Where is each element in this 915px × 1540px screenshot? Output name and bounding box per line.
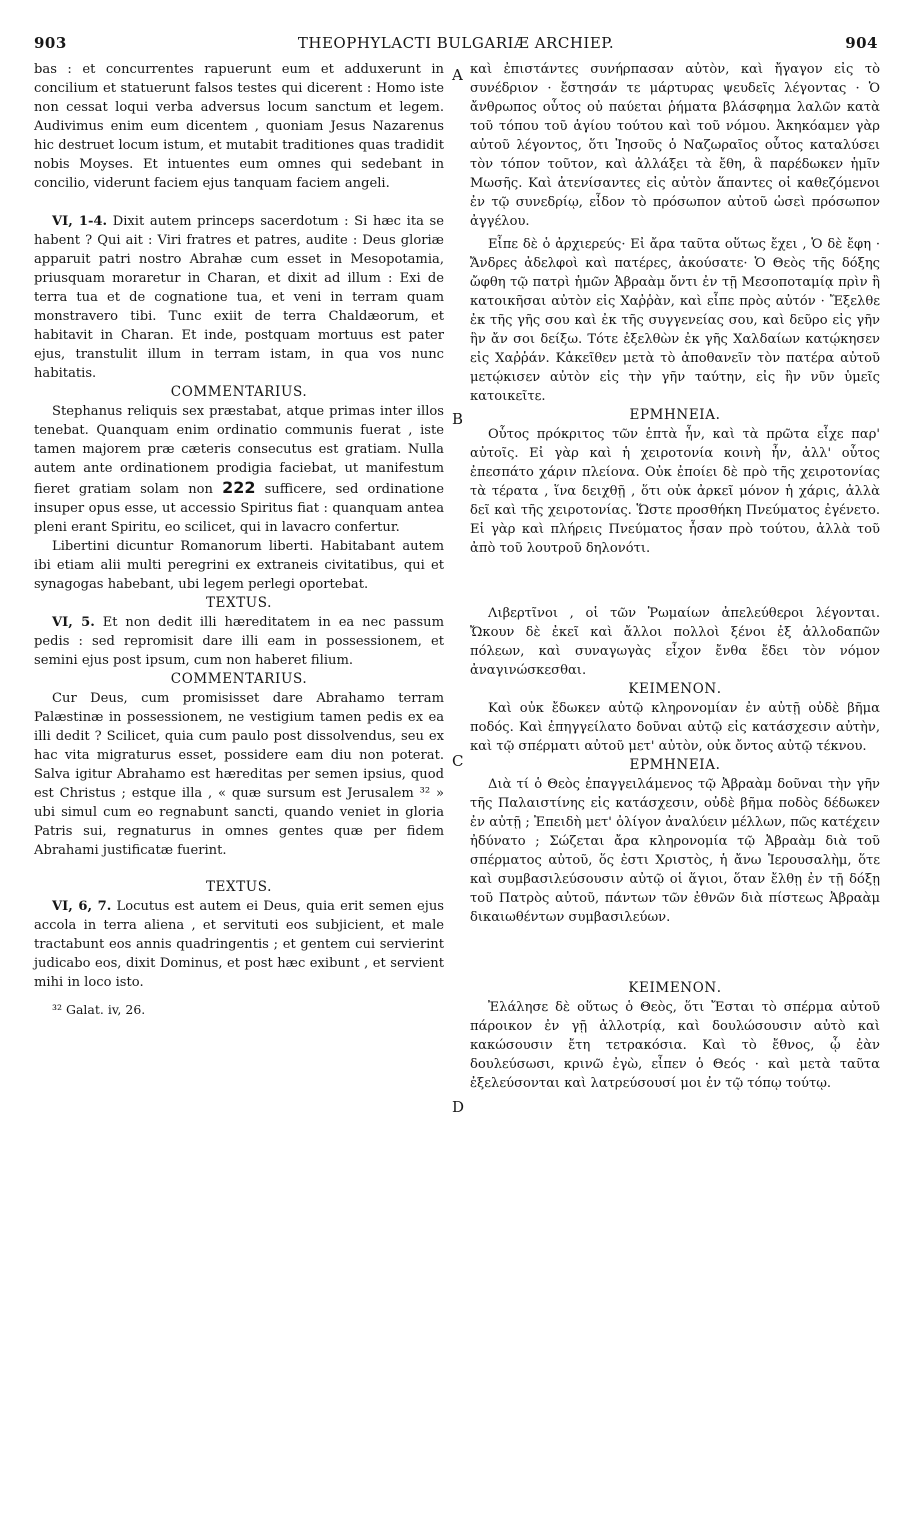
- greek-column: [470, 60, 880, 1093]
- section-heading: ΕΡΜΗΝΕΙΑ.: [629, 757, 721, 773]
- greek-commentary-paragraph: Λιβερτῖνοι , οἱ τῶν Ῥωμαίων ἀπελεύθεροι λέγονται. Ὤκουν δὲ ἐκεῖ καὶ ἄλλοι πολλοὶ ξένοι ἐξ ἀλλοδαπῶν πόλεων, καὶ συναγωγὰς εἶχον ἔνθα ἔδει τὸν νόμον ἀναγινώσκεσθαι.: [470, 606, 880, 678]
- section-heading: COMMENTARIUS.: [170, 671, 308, 687]
- commentary-paragraph: Cur Deus, cum promisisset dare Abrahamo terram Palæstinæ in possessionem, ne vestigium tamen pedis ex ea illi dedit ? Scilicet, quia cum paulo post dissolvendus, seu ex hac vita migraturus esset, possidere eam diu non poterat. Salva igitur Abrahamo est hæreditas per semen ipsius, quod est Christus ; estque illa , « quæ sursum est Jerusalem ³² » ubi simul cum eo regnabunt sancti, quando veniet in gloria Patris sui, regnaturus in omnes gentes quæ per fidem Abrahami justificatæ fuerint.: [34, 691, 444, 858]
- margin-mark-a: A: [452, 66, 463, 84]
- latin-text-paragraph: VI, 1-4. Dixit autem princeps sacerdotum : Si hæc ita se habent ? Qui ait : Viri fratres et patres, audite : Deus gloriæ apparuit patri nostro Abrahæ cum esset in Mesopotamia, priusquam moraretur in Charan, et dixit ad illum : Exi de terra tua et de cognatione tua, et veni in terram quam monstravero tibi. Tunc exiit de terra Chaldæorum, et habitavit in Charan. Et inde, postquam mortuus est pater ejus, transtulit illum in terram istam, in qua vos nunc habitatis.: [34, 214, 444, 381]
- latin-column: [34, 60, 444, 1019]
- section-heading: ΕΡΜΗΝΕΙΑ.: [629, 407, 721, 423]
- greek-text-paragraph: Καὶ οὐκ ἔδωκεν αὐτῷ κληρονομίαν ἐν αὐτῇ οὐδὲ βῆμα ποδός. Καὶ ἐπηγγείλατο δοῦναι αὐτῷ εἰς κατάσχεσιν αὐτὴν, καὶ τῷ σπέρματι αὐτοῦ μετ' αὐτὸν, οὐκ ὄντος αὐτῷ τέκνου.: [470, 701, 880, 754]
- section-heading: COMMENTARIUS.: [170, 384, 308, 400]
- latin-text-paragraph: bas : et concurrentes rapuerunt eum et adduxerunt in concilium et statuerunt falsos testes qui dicerent : Homo iste non cessat loqui verba adversus locum sanctum et legem. Audivimus enim eum dicentem , quoniam Jesus Nazarenus hic destruet locum istum, et mutabit traditiones quas tradidit nobis Moyses. Et intuentes eum omnes qui sedebant in concilio, viderunt faciem ejus tanquam faciem angeli.: [34, 62, 444, 191]
- running-title: THEOPHYLACTI BULGARIÆ ARCHIEP.: [297, 34, 615, 52]
- greek-text-paragraph: Ἐλάλησε δὲ οὕτως ὁ Θεὸς, ὅτι Ἔσται τὸ σπέρμα αὐτοῦ πάροικον ἐν γῇ ἀλλοτρίᾳ, καὶ δουλώσουσιν αὐτὸ καὶ κακώσουσιν ἔτη τετρακόσια. Καὶ τὸ ἔθνος, ᾧ ἐὰν δουλεύσωσι, κρινῶ ἐγὼ, εἶπεν ὁ Θεός · καὶ μετὰ ταῦτα ἐξελεύσονται καὶ λατρεύσουσί μοι ἐν τῷ τόπῳ τούτῳ.: [470, 1000, 880, 1091]
- section-heading: TEXTUS.: [205, 595, 273, 611]
- greek-commentary-paragraph: Οὗτος πρόκριτος τῶν ἑπτὰ ἦν, καὶ τὰ πρῶτα εἶχε παρ' αὐτοῖς. Εἰ γὰρ καὶ ἡ χειροτονία κοινὴ ἦν, ἀλλ' οὗτος ἐπεσπάτο χάριν πλείονα. Οὐκ ἐποίει δὲ πρὸ τῆς χειροτονίας τὰ τέρατα , ἵνα δειχθῇ , ὅτι οὐκ ἀρκεῖ μόνον ἡ χάρις, ἀλλὰ δεῖ καὶ τῆς χειροτονίας. Ὥστε προσθήκη Πνεύματος ἐγένετο. Εἰ γὰρ καὶ πλήρεις Πνεύματος ἦσαν πρὸ τούτου, ἀλλὰ τοῦ ἀπὸ τοῦ λουτροῦ δηλονότι.: [470, 427, 880, 556]
- section-heading: TEXTUS.: [205, 879, 273, 895]
- verse-reference: VI, 5.: [52, 615, 95, 630]
- margin-mark-c: C: [452, 752, 464, 770]
- greek-text-paragraph: καὶ ἐπιστάντες συνήρπασαν αὐτὸν, καὶ ἤγαγον εἰς τὸ συνέδριον · ἔστησάν τε μάρτυρας ψευδεῖς λέγοντας · Ὁ ἄνθρωπος οὗτος οὐ παύεται ῥήματα βλάσφημα λαλῶν κατὰ τοῦ τόπου τοῦ ἁγίου τούτου καὶ τοῦ νόμου. Ἀκηκόαμεν γὰρ αὐτοῦ λέγοντος, ὅτι Ἰησοῦς ὁ Ναζωραῖος οὗτος καταλύσει τὸν τόπον τοῦτον, καὶ ἀλλάξει τὰ ἔθη, ἃ παρέδωκεν ἡμῖν Μωσῆς. Καὶ ἀτενίσαντες εἰς αὐτὸν ἅπαντες οἱ καθεζόμενοι ἐν τῷ συνεδρίῳ, εἶδον τὸ πρόσωπον αὐτοῦ ὡσεὶ πρόσωπον ἀγγέλου.: [470, 62, 880, 229]
- verse-reference: VI, 6, 7.: [52, 899, 112, 914]
- page-number-right: 904: [845, 34, 878, 52]
- greek-commentary-paragraph: Διὰ τί ὁ Θεὸς ἐπαγγειλάμενος τῷ Ἀβραὰμ δοῦναι τὴν γῆν τῆς Παλαιστίνης εἰς κατάσχεσιν, οὐδὲ βῆμα ποδὸς δέδωκεν ἐν αὐτῇ ; Ἐπειδὴ μετ' ὀλίγον ἀναλύειν μέλλων, πῶς κατέχειν ἠδύνατο ; Σώζεται ἄρα κληρονομία τῷ Ἀβραὰμ διὰ τοῦ σπέρματος αὐτοῦ, ὅς ἐστι Χριστὸς, ἡ ἄνω Ἱερουσαλὴμ, ὅτε καὶ συμβασιλεύσουσιν αὐτῷ οἱ ἅγιοι, ὅταν ἔλθῃ ἐν τῇ δόξῃ τοῦ Πατρὸς αὐτοῦ, πάντων τῶν ἐθνῶν διὰ πίστεως Ἀβραὰμ δικαιωθέντων συμβασιλεύων.: [470, 777, 880, 925]
- section-heading: ΚΕΙΜΕΝΟΝ.: [628, 681, 722, 697]
- page-header: [34, 34, 878, 58]
- margin-mark-b: B: [452, 410, 464, 428]
- page-number-left: 903: [34, 34, 67, 52]
- section-heading: ΚΕΙΜΕΝΟΝ.: [628, 980, 722, 996]
- latin-text-paragraph: VI, 5. Et non dedit illi hæreditatem in ea nec passum pedis : sed repromisit dare illi eam in possessionem, et semini ejus post ipsum, cum non haberet filium.: [34, 615, 444, 668]
- margin-mark-d: D: [452, 1098, 465, 1116]
- verse-reference: VI, 1-4.: [52, 214, 108, 229]
- footnote: ³² Galat. iv, 26.: [52, 1002, 146, 1017]
- marginal-page-number: 222: [222, 478, 256, 497]
- commentary-paragraph: Stephanus reliquis sex præstabat, atque primas inter illos tenebat. Quanquam enim ordinatio communis fuerat , iste tamen majorem præ cæteris consecutus est gratiam. Nulla autem ante ordinationem prodigia faciebat, ut manifestum fieret gratiam solam non 222 sufficere, sed ordinatione insuper opus esse, ut accessio Spiritus fiat : quanquam antea pleni erant Spiritu, eo scilicet, qui in lavacro confertur.: [34, 404, 444, 535]
- latin-text-paragraph: VI, 6, 7. Locutus est autem ei Deus, quia erit semen ejus accola in terra aliena , et servituti eos subjicient, et male tractabunt eos annis quadringentis ; et gentem cui servierint judicabo eos, dixit Dominus, et post hæc exibunt , et servient mihi in loco isto.: [34, 899, 444, 990]
- commentary-paragraph: Libertini dicuntur Romanorum liberti. Habitabant autem ibi etiam alii multi peregrini ex extraneis civitatibus, qui et synagogas habebant, ubi legem perlegi oportebat.: [34, 539, 444, 592]
- greek-text-paragraph: Εἶπε δὲ ὁ ἀρχιερεύς· Εἰ ἄρα ταῦτα οὕτως ἔχει , Ὁ δὲ ἔφη · Ἄνδρες ἀδελφοὶ καὶ πατέρες, ἀκούσατε· Ὁ Θεὸς τῆς δόξης ὤφθη τῷ πατρὶ ἡμῶν Ἀβραὰμ ὄντι ἐν τῇ Μεσοποταμίᾳ πρὶν ἢ κατοικῆσαι αὐτὸν εἰς Χαῤῥὰν, καὶ εἶπε πρὸς αὐτόν · Ἔξελθε ἐκ τῆς γῆς σου καὶ ἐκ τῆς συγγενείας σου, καὶ δεῦρο εἰς γῆν ἣν ἄν σοι δείξω. Τότε ἐξελθὼν ἐκ γῆς Χαλδαίων κατῴκησεν εἰς Χαῤῥάν. Κἀκεῖθεν μετὰ τὸ ἀποθανεῖν τὸν πατέρα αὐτοῦ μετῴκισεν αὐτὸν εἰς τὴν γῆν ταύτην, εἰς ἣν νῦν ὑμεῖς κατοικεῖτε.: [470, 237, 880, 404]
